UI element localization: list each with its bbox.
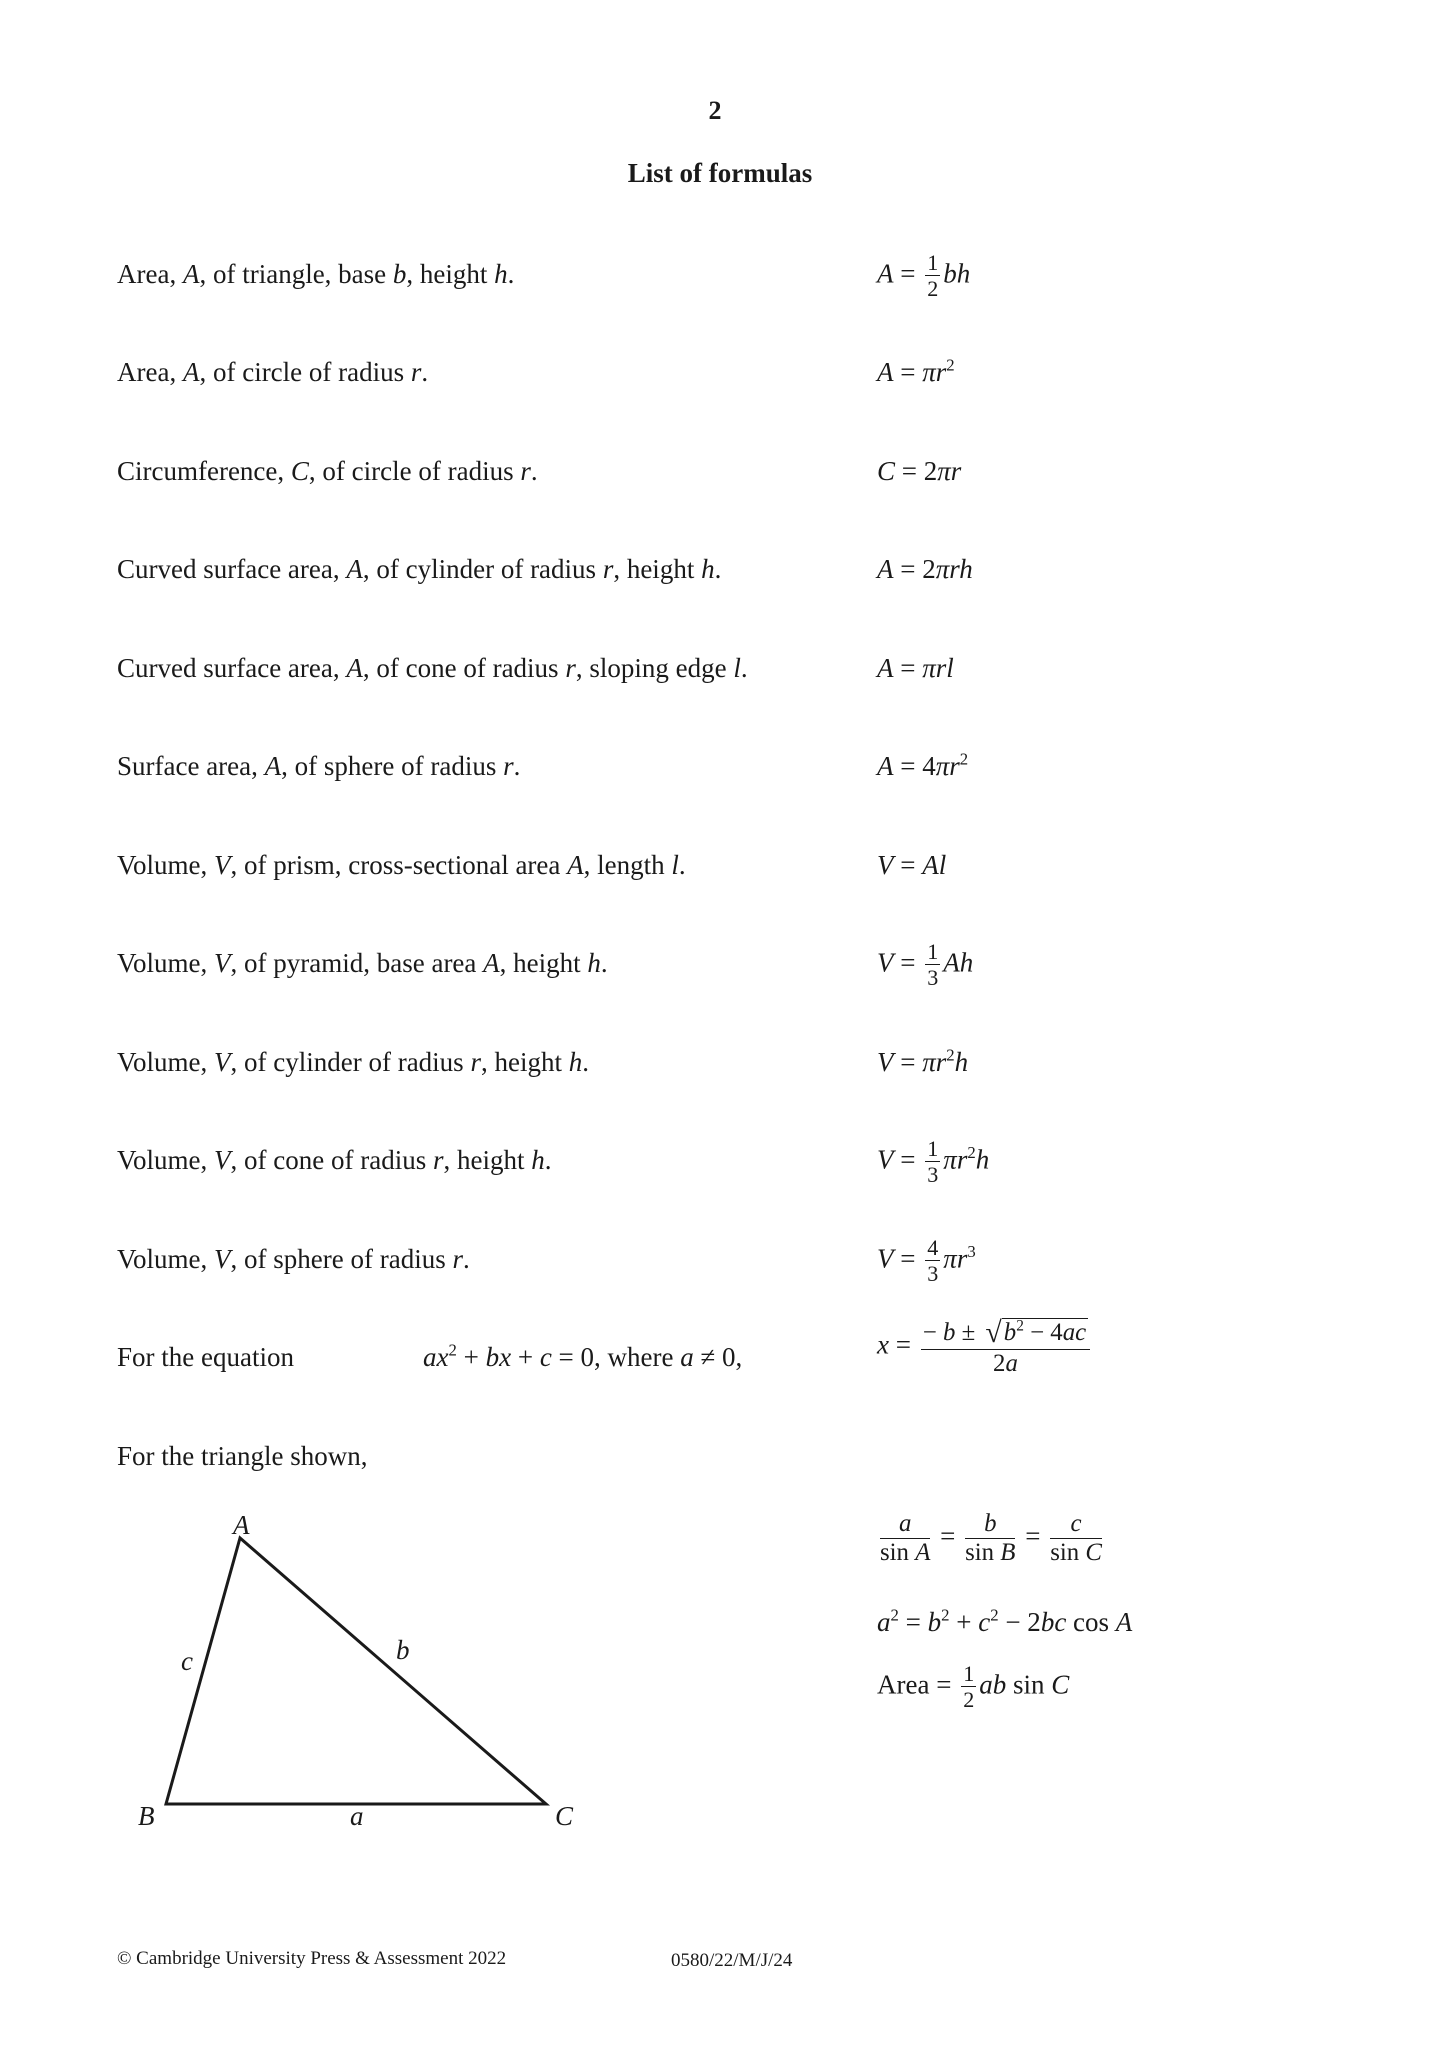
quadratic-equation: $ax^2$ + bx + c = 0, where a ≠ 0, (423, 1340, 743, 1372)
vertex-label-a: A (233, 1510, 250, 1540)
formula-circumference: C = 2πr (877, 456, 962, 486)
formula-description-sphere-surface: Surface area, A, of sphere of radius r. (117, 751, 521, 781)
formula-cylinder-surface: A = 2πrh (877, 554, 973, 584)
page-number: 2 (708, 96, 722, 125)
side-label-a: a (350, 1801, 364, 1831)
formula-sphere-surface: $A = 4\pi r^2$ (877, 749, 969, 781)
side-label-b: b (396, 1635, 410, 1665)
formula-cylinder-volume: $V = \pi r^2h$ (877, 1045, 969, 1077)
quadratic-formula: x = $\frac{- b \pm √b^2 - 4ac}{2a}$ (877, 1318, 1093, 1377)
triangle-label: For the triangle shown, (117, 1441, 368, 1471)
formula-cone-surface: A = πrl (877, 653, 954, 683)
formula-description-sphere-volume: Volume, V, of sphere of radius r. (117, 1244, 470, 1274)
formula-description-cylinder-volume: Volume, V, of cylinder of radius r, height h. (117, 1047, 589, 1077)
formula-prism-volume: V = Al (877, 850, 947, 880)
side-label-c: c (181, 1646, 193, 1676)
triangle-area-formula: Area = $\frac{1}{2}$ ab sin C (877, 1661, 1070, 1713)
quadratic-label: For the equation (117, 1342, 294, 1372)
formula-sphere-volume: V = $\frac{4}{3}$ $\pi r^3$ (877, 1235, 976, 1287)
vertex-label-c: C (555, 1801, 574, 1831)
sine-rule: $\frac{a}{\text{sin A}}$ = $\frac{b}{\text{sin B}}$ = $\frac{c}{\text{sin C}}$ (880, 1510, 1102, 1566)
formula-description-pyramid-volume: Volume, V, of pyramid, base area A, height h. (117, 948, 608, 978)
formula-description-cylinder-surface: Curved surface area, A, of cylinder of radius r, height h. (117, 554, 722, 584)
formula-description-circumference: Circumference, C, of circle of radius r. (117, 456, 538, 486)
formula-description-circle-area: Area, A, of circle of radius r. (117, 357, 429, 387)
formula-triangle-area: A = $\frac{1}{2}$ bh (877, 250, 971, 302)
formula-description-prism-volume: Volume, V, of prism, cross-sectional area A, length l. (117, 850, 686, 880)
formula-description-cone-volume: Volume, V, of cone of radius r, height h. (117, 1145, 552, 1175)
triangle-diagram (0, 0, 620, 1880)
paper-code: 0580/22/M/J/24 (671, 1950, 793, 1971)
cosine-rule: $a^2 = b^2 + c^2 - 2bc$ cos A (877, 1605, 1133, 1637)
formula-cone-volume: V = $\frac{1}{3}$ $\pi r^2h$ (877, 1136, 990, 1188)
vertex-label-b: B (138, 1801, 155, 1831)
formula-description-triangle-area: Area, A, of triangle, base b, height h. (117, 259, 515, 289)
page-title: List of formulas (627, 158, 813, 188)
formula-pyramid-volume: V = $\frac{1}{3}$ Ah (877, 939, 974, 991)
formula-description-cone-surface: Curved surface area, A, of cone of radius r, sloping edge l. (117, 653, 748, 683)
formula-circle-area: $A = \pi r^2$ (877, 355, 955, 387)
copyright: © Cambridge University Press & Assessment 2022 (117, 1948, 507, 1969)
triangle-shape (166, 1538, 546, 1804)
